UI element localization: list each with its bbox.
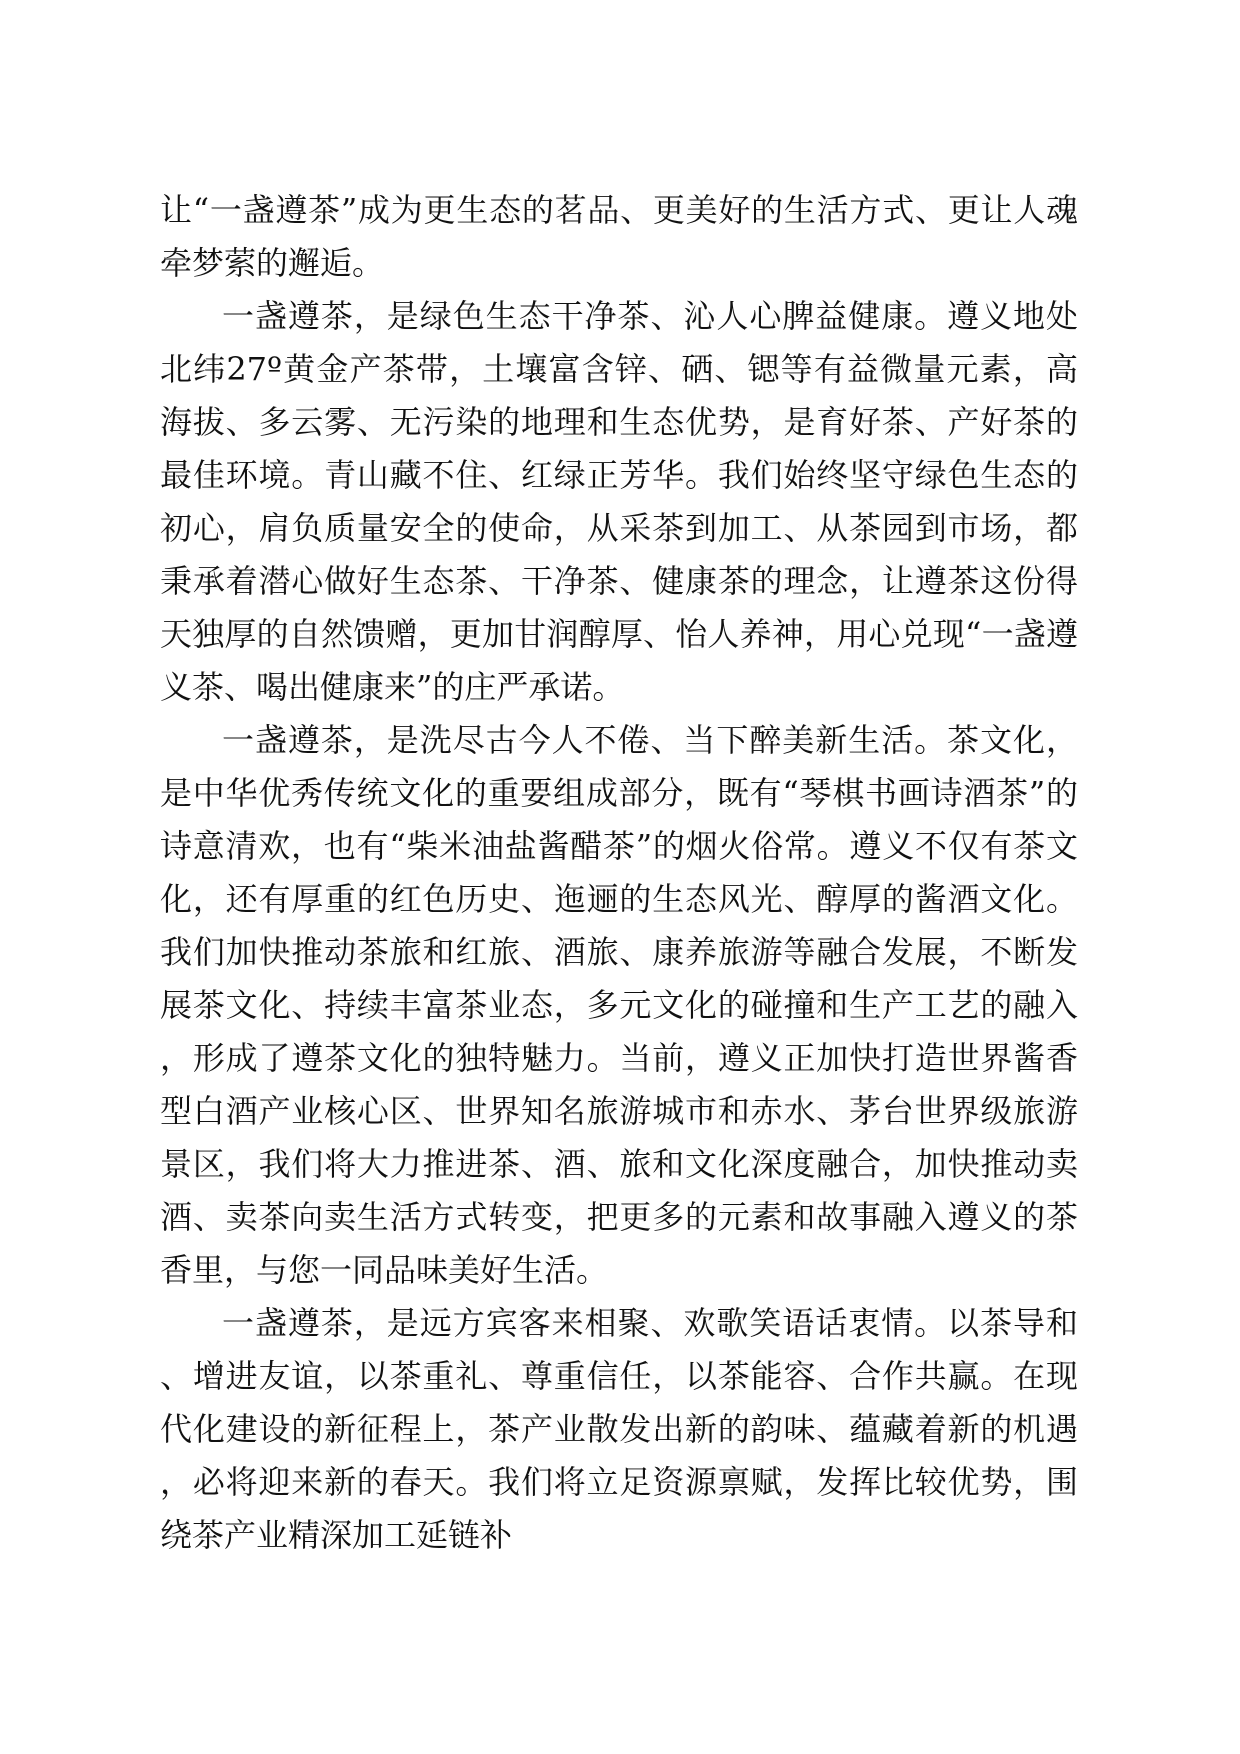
paragraph-green-ecology: 一盏遵茶，是绿色生态干净茶、沁人心脾益健康。遵义地处北纬27º黄金产茶带，土壤富含锌、硒、锶等有益微量元素，高海拔、多云雾、无污染的地理和生态优势，是育好茶、产好茶的最佳环境。青山藏不住、红绿正芳华。我们始终坚守绿色生态的初心，肩负质量安全的使命，从采茶到加工、从茶园到市场，都秉承着潜心做好生态茶、干净茶、健康茶的理念，让遵茶这份得天独厚的自然馈赠，更加甘润醇厚、怡人养神，用心兑现“一盏遵义茶、喝出健康来”的庄严承诺。: [160, 297, 1078, 706]
body-text: [160, 184, 1078, 1562]
paragraph-continuation: 让“一盏遵茶”成为更生态的茗品、更美好的生活方式、更让人魂牵梦萦的邂逅。: [160, 191, 1078, 282]
paragraph-tea-culture: 一盏遵茶，是洗尽古今人不倦、当下醉美新生活。茶文化，是中华优秀传统文化的重要组成部分，既有“琴棋书画诗酒茶”的诗意清欢，也有“柴米油盐酱醋茶”的烟火俗常。遵义不仅有茶文化，还有厚重的红色历史、迤逦的生态风光、醇厚的酱酒文化。我们加快推动茶旅和红旅、酒旅、康养旅游等融合发展，不断发展茶文化、持续丰富茶业态，多元文化的碰撞和生产工艺的融入，形成了遵茶文化的独特魅力。当前，遵义正加快打造世界酱香型白酒产业核心区、世界知名旅游城市和赤水、茅台世界级旅游景区，我们将大力推进茶、酒、旅和文化深度融合，加快推动卖酒、卖茶向卖生活方式转变，把更多的元素和故事融入遵义的茶香里，与您一同品味美好生活。: [160, 721, 1078, 1289]
paragraph-guests-cooperation: 一盏遵茶，是远方宾客来相聚、欢歌笑语话衷情。以茶导和、增进友谊，以茶重礼、尊重信任，以茶能容、合作共赢。在现代化建设的新征程上，茶产业散发出新的韵味、蕴藏着新的机遇，必将迎来新的春天。我们将立足资源禀赋，发挥比较优势，围绕茶产业精深加工延链补: [160, 1304, 1078, 1554]
